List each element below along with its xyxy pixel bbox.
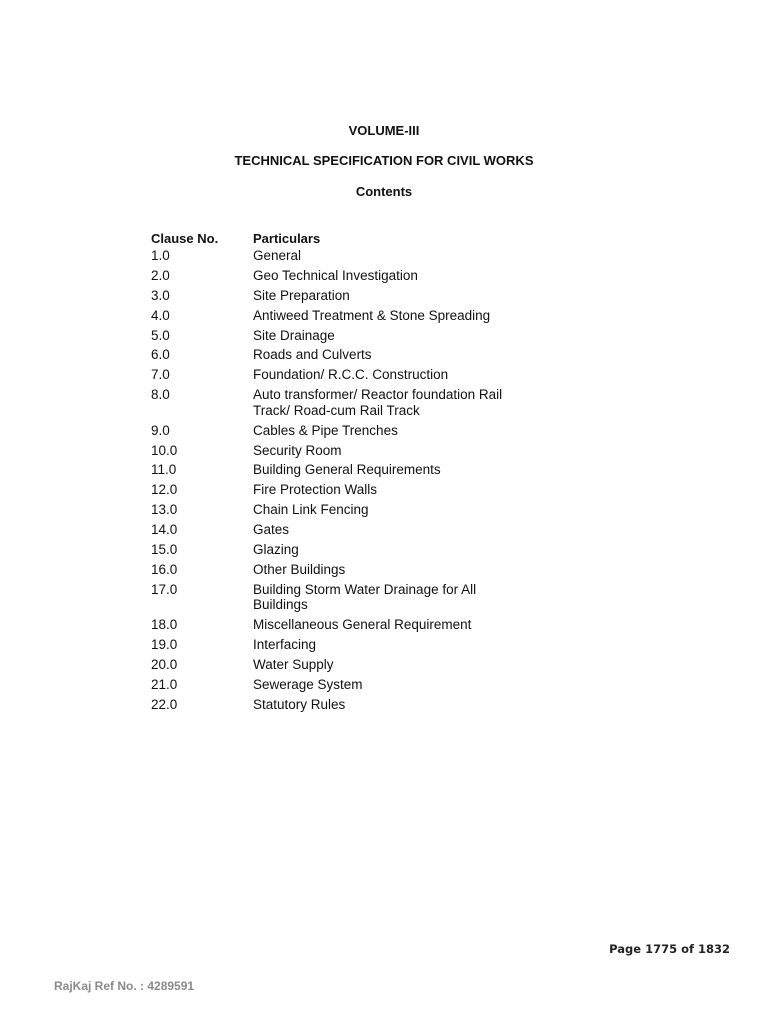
list-item bbox=[151, 288, 571, 304]
volume-heading: VOLUME-III bbox=[348, 123, 420, 138]
page-number: Page 1775 of 1832 bbox=[609, 942, 730, 956]
clause-number: 17.0 bbox=[151, 581, 178, 597]
list-item bbox=[151, 387, 571, 418]
clause-particular: Interfacing bbox=[253, 637, 317, 653]
list-item bbox=[151, 617, 571, 633]
contents-heading: Contents bbox=[355, 184, 413, 199]
clause-particular: Geo Technical Investigation bbox=[253, 267, 418, 283]
clause-particular: Security Room bbox=[253, 442, 342, 458]
clause-column-header: Clause No. bbox=[151, 231, 219, 246]
list-item bbox=[151, 308, 571, 324]
clause-number: 22.0 bbox=[151, 696, 178, 712]
list-item bbox=[151, 542, 571, 558]
clause-number: 14.0 bbox=[151, 522, 178, 538]
clause-number: 2.0 bbox=[151, 267, 170, 283]
list-item bbox=[151, 462, 571, 478]
clause-number: 12.0 bbox=[151, 482, 178, 498]
list-item bbox=[151, 268, 571, 284]
list-item bbox=[151, 482, 571, 498]
clause-particular: Cables & Pipe Trenches bbox=[253, 422, 398, 438]
clause-number: 20.0 bbox=[151, 656, 178, 672]
list-item bbox=[151, 697, 571, 713]
clause-number: 1.0 bbox=[151, 248, 170, 263]
clause-number: 9.0 bbox=[151, 422, 170, 438]
clause-particular: Site Preparation bbox=[253, 287, 350, 303]
clause-particular: Roads and Culverts bbox=[253, 347, 372, 363]
list-item bbox=[151, 562, 571, 578]
clause-number: 5.0 bbox=[151, 327, 170, 343]
clause-number: 7.0 bbox=[151, 367, 170, 383]
clause-number: 21.0 bbox=[151, 676, 178, 692]
clause-number: 10.0 bbox=[151, 442, 178, 458]
clause-particular: Gates bbox=[253, 522, 290, 538]
clause-number: 19.0 bbox=[151, 637, 178, 653]
list-item bbox=[151, 248, 571, 264]
clause-particular: Building Storm Water Drainage for All Buildings bbox=[253, 581, 477, 613]
list-item bbox=[151, 347, 571, 363]
list-item bbox=[151, 367, 571, 383]
list-item bbox=[151, 443, 571, 459]
clause-number: 11.0 bbox=[151, 462, 177, 478]
clause-particular: Building General Requirements bbox=[253, 462, 441, 478]
clause-number: 3.0 bbox=[151, 287, 170, 303]
clause-number: 8.0 bbox=[151, 387, 170, 403]
clause-particular: Other Buildings bbox=[253, 561, 346, 577]
clause-particular: Sewerage System bbox=[253, 676, 363, 692]
list-item bbox=[151, 328, 571, 344]
clause-particular: Water Supply bbox=[253, 656, 334, 672]
clause-number: 15.0 bbox=[151, 541, 178, 557]
list-item bbox=[151, 423, 571, 439]
list-item bbox=[151, 677, 571, 693]
clause-particular: Statutory Rules bbox=[253, 696, 346, 712]
clause-number: 4.0 bbox=[151, 307, 170, 323]
clause-number: 13.0 bbox=[151, 502, 178, 518]
clause-particular: Miscellaneous General Requirement bbox=[253, 617, 472, 633]
clause-particular: General bbox=[253, 248, 302, 263]
clause-number: 16.0 bbox=[151, 561, 178, 577]
list-item bbox=[151, 657, 571, 673]
list-item bbox=[151, 522, 571, 538]
document-title: TECHNICAL SPECIFICATION FOR CIVIL WORKS bbox=[234, 153, 534, 168]
clause-particular: Site Drainage bbox=[253, 327, 335, 343]
clause-particular: Antiweed Treatment & Stone Spreading bbox=[253, 307, 491, 323]
clause-particular: Glazing bbox=[253, 541, 299, 557]
list-item bbox=[151, 637, 571, 653]
list-item bbox=[151, 582, 571, 613]
clause-number: 6.0 bbox=[151, 347, 170, 363]
clause-number: 18.0 bbox=[151, 617, 178, 633]
clause-particular: Chain Link Fencing bbox=[253, 502, 369, 518]
particulars-column-header: Particulars bbox=[253, 231, 321, 246]
clause-particular: Foundation/ R.C.C. Construction bbox=[253, 367, 449, 383]
list-item bbox=[151, 502, 571, 518]
contents-list bbox=[151, 248, 571, 717]
clause-particular: Fire Protection Walls bbox=[253, 482, 378, 498]
reference-number: RajKaj Ref No. : 4289591 bbox=[54, 979, 195, 993]
clause-particular: Auto transformer/ Reactor foundation Rail Track/ Road-cum Rail Track bbox=[253, 387, 503, 418]
